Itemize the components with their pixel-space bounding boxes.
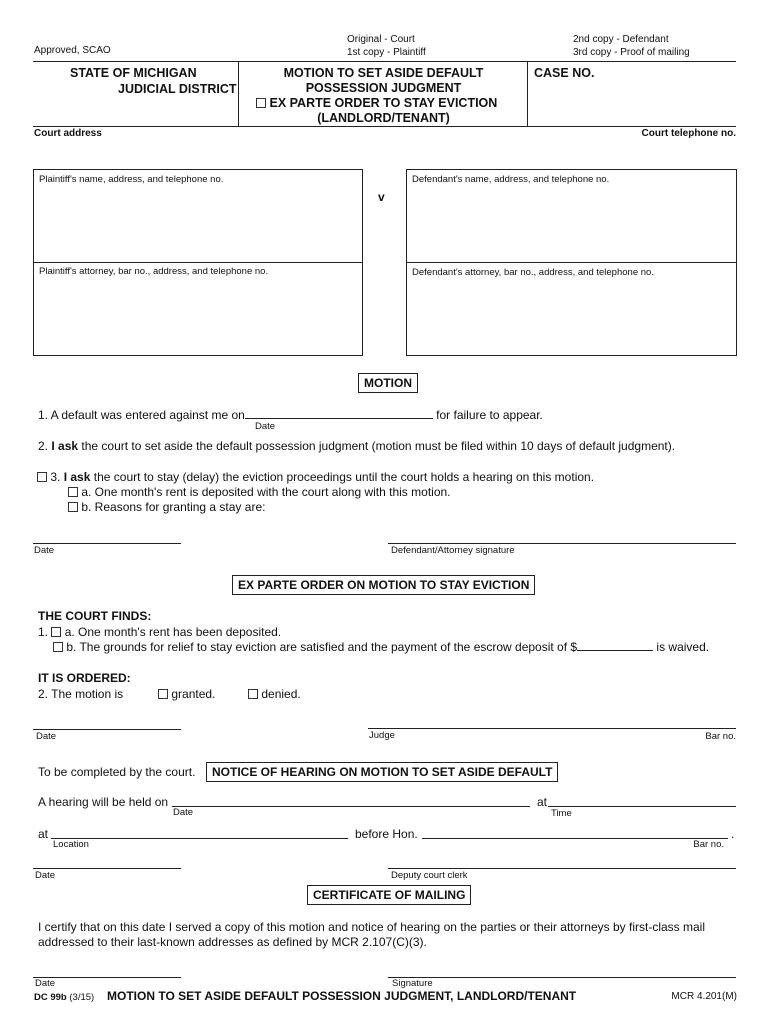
title-line-4: (LANDLORD/TENANT) bbox=[317, 111, 450, 125]
footer-title: MOTION TO SET ASIDE DEFAULT POSSESSION JUDGMENT, LANDLORD/TENANT bbox=[107, 989, 577, 1003]
granted-checkbox[interactable] bbox=[158, 689, 168, 699]
before-hon-label: before Hon. bbox=[355, 827, 418, 841]
hearing-date-label: Date bbox=[173, 807, 194, 818]
judge-name-line[interactable] bbox=[422, 838, 728, 839]
court-telephone-label: Court telephone no. bbox=[641, 128, 736, 139]
case-no-label: CASE NO. bbox=[534, 66, 595, 80]
judge-label: Judge bbox=[369, 730, 395, 741]
granted-text: granted. bbox=[171, 687, 216, 701]
plaintiff-field[interactable] bbox=[38, 188, 358, 258]
form-number-text: DC 99b bbox=[34, 992, 67, 1003]
motion-item-1-prefix: 1. A default was entered against me on bbox=[38, 408, 245, 422]
motion-item-3b bbox=[68, 500, 265, 514]
denied-text: denied. bbox=[261, 687, 301, 701]
order-heading: EX PARTE ORDER ON MOTION TO STAY EVICTION bbox=[232, 575, 535, 595]
footer-rule: MCR 4.201(M) bbox=[671, 991, 737, 1002]
header-top-rule bbox=[33, 61, 736, 62]
plaintiff-attorney-label: Plaintiff's attorney, bar no., address, and telephone no. bbox=[39, 266, 269, 277]
granted-option bbox=[158, 687, 215, 701]
motion-item-3a-text: a. One month's rent is deposited with the court along with this motion. bbox=[81, 485, 451, 499]
motion-signature-label: Defendant/Attorney signature bbox=[391, 545, 515, 556]
state-label: STATE OF MICHIGAN bbox=[70, 66, 197, 80]
hearing-label: A hearing will be held on bbox=[38, 795, 169, 809]
copy-original: Original - Court bbox=[347, 34, 415, 45]
motion-item-2-num: 2. bbox=[38, 439, 49, 453]
location-line[interactable] bbox=[51, 838, 348, 839]
title-line-3 bbox=[256, 96, 497, 110]
motion-item-3 bbox=[37, 470, 594, 484]
notice-heading: NOTICE OF HEARING ON MOTION TO SET ASIDE DEFAULT bbox=[206, 762, 558, 782]
certificate-heading: CERTIFICATE OF MAILING bbox=[307, 885, 471, 905]
defendant-attorney-label: Defendant's attorney, bar no., address, and telephone no. bbox=[412, 267, 654, 278]
header-divider-left bbox=[238, 61, 239, 127]
location-label: Location bbox=[53, 839, 89, 850]
defendant-label: Defendant's name, address, and telephone no. bbox=[412, 174, 610, 185]
defendant-field[interactable] bbox=[411, 188, 731, 258]
versus-label: v bbox=[378, 190, 385, 204]
certificate-signature-label: Signature bbox=[392, 978, 433, 989]
motion-item-3b-text: b. Reasons for granting a stay are: bbox=[81, 500, 266, 514]
motion-item-2-bold: I ask bbox=[51, 439, 79, 453]
motion-signature-line[interactable] bbox=[388, 543, 736, 544]
copy-second: 2nd copy - Defendant bbox=[573, 34, 669, 45]
district-label: JUDICIAL DISTRICT bbox=[118, 82, 237, 96]
hearing-time-line[interactable] bbox=[548, 806, 736, 807]
motion-date-line[interactable] bbox=[33, 543, 181, 544]
hearing-at-label: at bbox=[537, 795, 548, 809]
motion-item-3a bbox=[68, 485, 451, 499]
location-at-label: at bbox=[38, 827, 49, 841]
title-line-3-text: EX PARTE ORDER TO STAY EVICTION bbox=[269, 96, 498, 110]
certificate-text-2: addressed to their last-known addresses as defined by MCR 2.107(C)(3). bbox=[38, 935, 427, 949]
stay-eviction-checkbox[interactable] bbox=[256, 98, 266, 108]
clerk-label: Deputy court clerk bbox=[391, 870, 468, 881]
copy-first: 1st copy - Plaintiff bbox=[347, 47, 426, 58]
waived-text: is waived. bbox=[656, 640, 710, 654]
order-date-label: Date bbox=[36, 731, 57, 742]
default-date-field[interactable] bbox=[245, 408, 433, 419]
denied-checkbox[interactable] bbox=[248, 689, 258, 699]
finds-b-text: b. The grounds for relief to stay eviction are satisfied and the payment of the escrow deposit of $ bbox=[66, 640, 578, 654]
finds-num: 1. bbox=[38, 625, 49, 639]
notice-bar-no-label: Bar no. bbox=[693, 839, 724, 850]
court-finds-label: THE COURT FINDS: bbox=[38, 609, 152, 623]
hearing-date-line[interactable] bbox=[172, 806, 530, 807]
it-is-ordered-label: IT IS ORDERED: bbox=[38, 671, 131, 685]
form-number bbox=[34, 992, 94, 1003]
plaintiff-divider bbox=[33, 262, 363, 263]
title-line-2: POSSESSION JUDGMENT bbox=[305, 81, 462, 95]
motion-is-label: 2. The motion is bbox=[38, 687, 124, 701]
motion-item-3-num: 3. bbox=[50, 470, 61, 484]
hearing-time-label: Time bbox=[551, 808, 572, 819]
court-address-label: Court address bbox=[34, 128, 102, 139]
escrow-waived-checkbox[interactable] bbox=[53, 642, 63, 652]
plaintiff-label: Plaintiff's name, address, and telephone no. bbox=[39, 174, 224, 185]
motion-item-1 bbox=[38, 408, 543, 422]
header-bottom-rule bbox=[33, 126, 736, 127]
rent-deposited-finding-checkbox[interactable] bbox=[51, 627, 61, 637]
defendant-attorney-field[interactable] bbox=[411, 281, 731, 351]
title-line-1: MOTION TO SET ASIDE DEFAULT bbox=[283, 66, 484, 80]
certificate-signature-line[interactable] bbox=[388, 977, 736, 978]
motion-item-3-bold: I ask bbox=[63, 470, 91, 484]
certificate-text-1: I certify that on this date I served a copy of this motion and notice of hearing on the parties or their attorneys by first-class mail bbox=[38, 920, 705, 934]
motion-heading: MOTION bbox=[358, 373, 418, 393]
finds-item-a bbox=[38, 625, 281, 639]
stay-request-checkbox[interactable] bbox=[37, 472, 47, 482]
rent-deposited-checkbox[interactable] bbox=[68, 487, 78, 497]
notice-date-label: Date bbox=[35, 870, 56, 881]
motion-item-3-text: the court to stay (delay) the eviction proceedings until the court holds a hearing on this motion. bbox=[93, 470, 595, 484]
copy-third: 3rd copy - Proof of mailing bbox=[573, 47, 690, 58]
certificate-date-label: Date bbox=[35, 978, 56, 989]
finds-a-text: a. One month's rent has been deposited. bbox=[64, 625, 282, 639]
finds-item-b bbox=[53, 640, 709, 654]
motion-item-1-suffix: for failure to appear. bbox=[436, 408, 543, 422]
form-revision: (3/15) bbox=[69, 992, 95, 1003]
completed-by-court-label: To be completed by the court. bbox=[38, 765, 196, 779]
plaintiff-attorney-field[interactable] bbox=[38, 280, 358, 350]
motion-item-2-text: the court to set aside the default possession judgment (motion must be filed within 10 days of default judgment). bbox=[81, 439, 676, 453]
escrow-amount-field[interactable] bbox=[577, 640, 653, 651]
motion-item-2 bbox=[38, 439, 675, 453]
judge-signature-line[interactable] bbox=[368, 728, 736, 729]
reasons-field[interactable] bbox=[90, 514, 730, 540]
motion-date-label: Date bbox=[34, 545, 55, 556]
case-no-field[interactable] bbox=[528, 80, 736, 126]
certificate-date-line[interactable] bbox=[33, 977, 181, 978]
notice-period: . bbox=[731, 827, 735, 841]
reasons-checkbox[interactable] bbox=[68, 502, 78, 512]
order-bar-no-label: Bar no. bbox=[705, 731, 736, 742]
denied-option bbox=[248, 687, 301, 701]
defendant-divider bbox=[406, 262, 737, 263]
notice-date-line[interactable] bbox=[33, 868, 181, 869]
order-date-line[interactable] bbox=[33, 729, 181, 730]
default-date-label: Date bbox=[255, 421, 276, 432]
approved-label: Approved, SCAO bbox=[34, 45, 111, 56]
clerk-signature-line[interactable] bbox=[388, 868, 736, 869]
